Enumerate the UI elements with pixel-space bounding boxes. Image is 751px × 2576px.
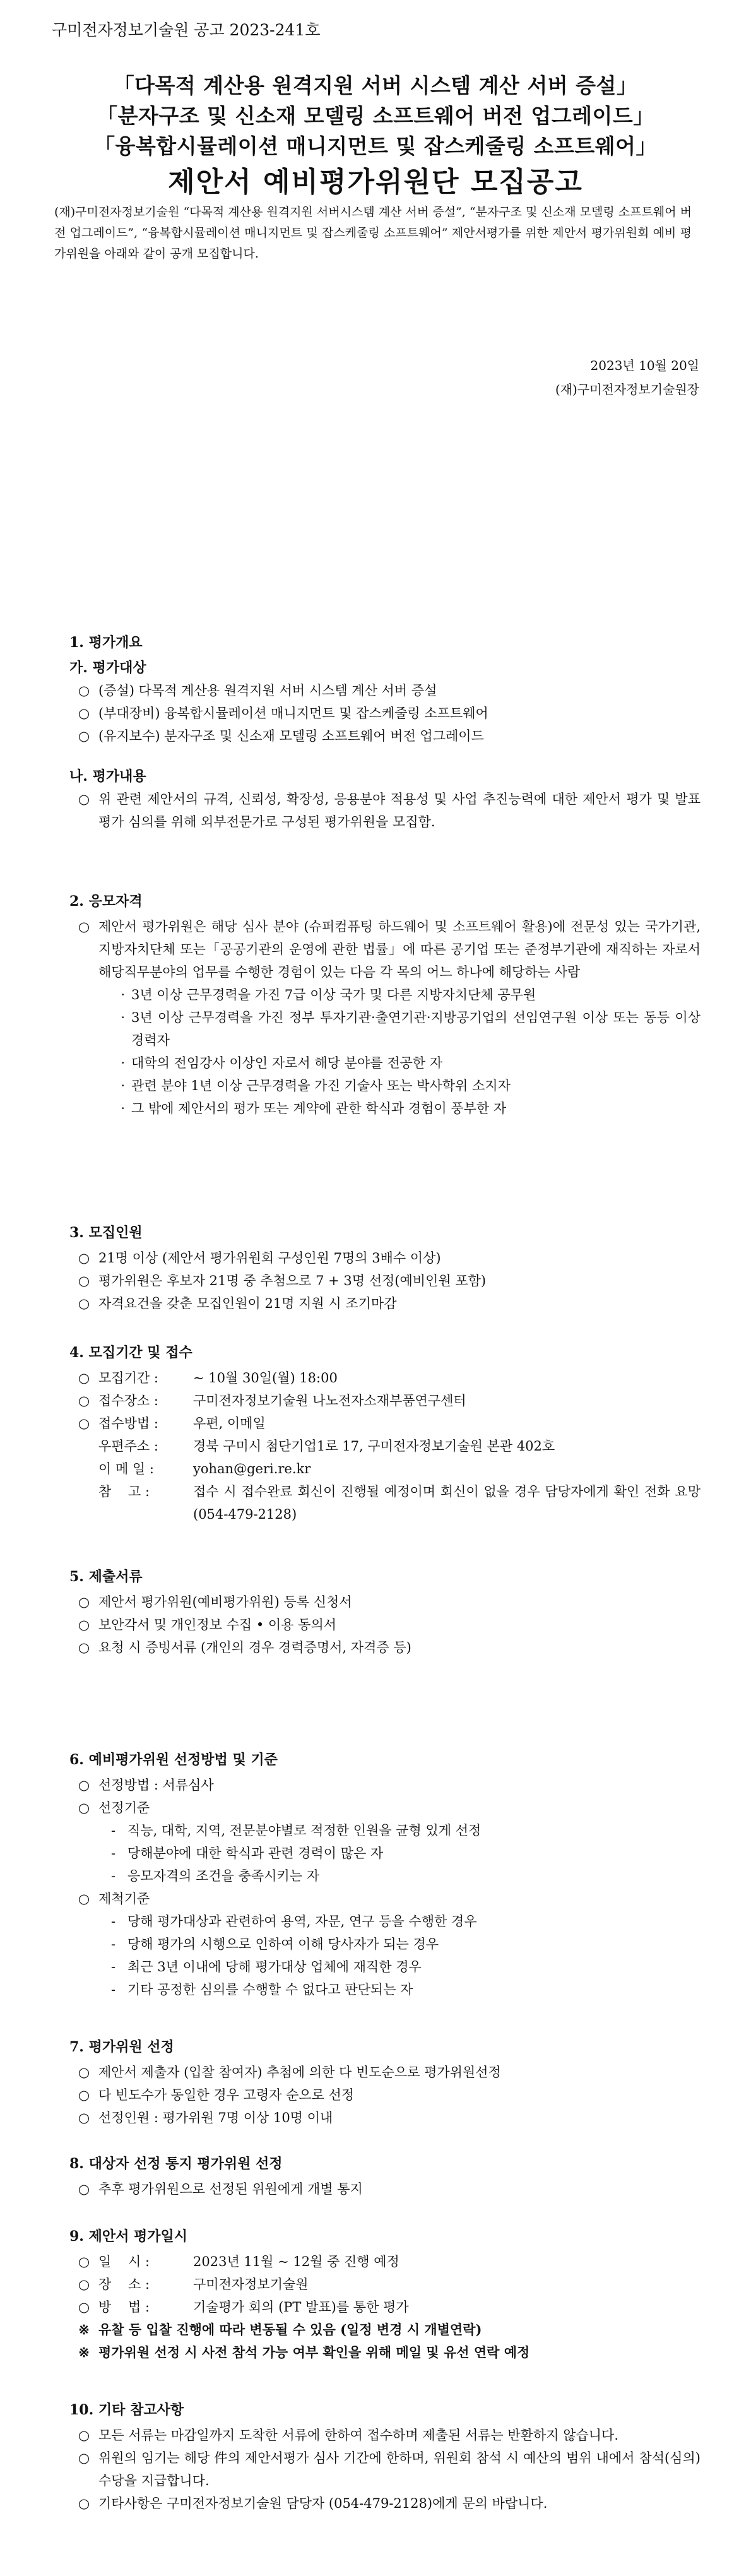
section-4 [69,1341,701,1526]
list-item: ○ 접수장소 : 구미전자정보기술원 나노전자소재부품연구센터 [78,1393,466,1408]
document-number: 구미전자정보기술원 공고 2023-241호 [52,21,321,39]
list-item: ○ 모집기간 : ~ 10월 30일(월) 18:00 [78,1370,338,1386]
list-item: ○ 자격요건을 갖춘 모집인원이 21명 지원 시 조기마감 [78,1296,397,1311]
main-title: 제안서 예비평가위원단 모집공고 [168,166,583,198]
sub-item: · 관련 분야 1년 이상 근무경력을 가진 기술사 또는 박사학위 소지자 [121,1078,511,1093]
list-item: ○ 다 빈도수가 동일한 경우 고령자 순으로 선정 [78,2087,355,2103]
sub-item: - 최근 3년 이내에 당해 평가대상 업체에 재직한 경우 [111,1959,422,1974]
section-7 [69,2036,701,2129]
sub-item: - 당해분야에 대한 학식과 관련 경력이 많은 자 [111,1846,384,1861]
sub-item: · 그 밖에 제안서의 평가 또는 계약에 관한 학식과 경험이 풍부한 자 [121,1101,507,1116]
list-item: ○ (증설) 다목적 계산용 원격지원 서버 시스템 계산 서버 증설 [78,683,437,698]
issuer: (재)구미전자정보기술원장 [555,382,699,397]
section-3 [69,1221,701,1315]
intro-paragraph: (재)구미전자정보기술원 “다목적 계산용 원격지원 서버시스템 계산 서버 증설”, “분자구조 및 신소재 모델링 소프트웨어 버전 업그레이드”, “융복합시뮬레이션 매니지먼트 및 잡스케줄링 소프트웨어” 제안서평가를 위한 제안서 평가위원회 예비 평가위원을 아래와 같이 공개 모집합니다. [54,205,692,261]
title-line-1: 「다목적 계산용 원격지원 서버 시스템 계산 서버 증설」 [113,73,638,98]
section-8 [69,2152,701,2200]
date-block [555,353,699,401]
list-item: 우편주소 : 경북 구미시 첨단기업1로 17, 구미전자정보기술원 본관 402호 [98,1439,555,1454]
list-item: ○ 제척기준 [78,1891,150,1906]
section-1a-title: 가. 평가대상 [69,660,146,676]
list-item: ○ 제안서 평가위원(예비평가위원) 등록 신청서 [78,1594,352,1610]
section-7-title: 7. 평가위원 선정 [69,2039,174,2055]
sub-item: - 기타 공정한 심의를 수행할 수 없다고 판단되는 자 [111,1982,413,1997]
section-2 [69,890,701,1120]
list-item: ○ (부대장비) 융복합시뮬레이션 매니지먼트 및 잡스케줄링 소프트웨어 [78,706,488,721]
list-item: ○ 제안서 제출자 (입찰 참여자) 추첨에 의한 다 빈도순으로 평가위원선정 [78,2065,501,2080]
sub-item: - 응모자격의 조건을 충족시키는 자 [111,1868,320,1884]
section-4-title: 4. 모집기간 및 접수 [69,1344,192,1361]
section-9-title: 9. 제안서 평가일시 [69,2228,188,2245]
section-6-title: 6. 예비평가위원 선정방법 및 기준 [69,1752,278,1768]
sub-item: - 직능, 대학, 지역, 전문분야별로 적정한 인원을 균형 있게 선정 [111,1823,482,1838]
section-10-title: 10. 기타 참고사항 [69,2402,184,2418]
sub-item: - 당해 평가대상과 관련하여 용역, 자문, 연구 등을 수행한 경우 [111,1914,477,1929]
section-6 [69,1748,701,2001]
list-item: ○ 기타사항은 구미전자정보기술원 담당자 (054-479-2128)에게 문의 바랍니다. [78,2496,548,2511]
list-item: 이 메 일 : yohan@geri.re.kr [69,1457,701,1480]
list-item: ○ 위 관련 제안서의 규격, 신뢰성, 확장성, 응용분야 적용성 및 사업 추진능력에 대한 제안서 평가 및 발표 평가 심의를 위해 외부전문가로 구성된 평가위원을 모집함. [78,792,701,829]
list-item: ○ 제안서 평가위원은 해당 심사 분야 (슈퍼컴퓨팅 하드웨어 및 소프트웨어 활용)에 전문성 있는 국가기관, 지방자치단체 또는「공공기관의 운영에 관한 법률」에 따른 공기업 또는 준정부기관에 재직하는 자로서 해당직무분야의 업무를 수행한 경험이 있는 다음 각 목의 어느 하나에 해당하는 사람 [78,919,701,980]
sub-item: · 3년 이상 근무경력을 가진 7급 이상 국가 및 다른 지방자치단체 공무원 [121,987,536,1002]
list-item: ○ 위원의 임기는 해당 件의 제안서평가 심사 기간에 한하며, 위원회 참석 시 예산의 범위 내에서 참석(심의) 수당을 지급합니다. [78,2450,701,2488]
sub-item: - 당해 평가의 시행으로 인하여 이해 당사자가 되는 경우 [111,1937,439,1952]
list-item: ○ 모든 서류는 마감일까지 도착한 서류에 한하여 접수하며 제출된 서류는 반환하지 않습니다. [78,2428,619,2443]
list-item: ○ 접수방법 : 우편, 이메일 [78,1416,266,1431]
sub-item: · 3년 이상 근무경력을 가진 정부 투자기관·출연기관·지방공기업의 선임연구원 이상 또는 동등 이상 경력자 [121,1010,701,1048]
title-block [0,71,751,202]
list-item: ○ 추후 평가위원으로 선정된 위원에게 개별 통지 [78,2181,363,2197]
sub-item: · 대학의 전임강사 이상인 자로서 해당 분야를 전공한 자 [121,1055,443,1071]
section-10 [69,2399,701,2515]
section-3-title: 3. 모집인원 [69,1225,143,1241]
note-item: ※ 평가위원 선정 시 사전 참석 가능 여부 확인을 위해 메일 및 유선 연락 예정 [78,2344,530,2360]
section-2-title: 2. 응모자격 [69,893,143,910]
section-1b-title: 나. 평가내용 [69,768,146,785]
section-1-title: 1. 평가개요 [69,634,143,651]
section-9 [69,2225,701,2364]
section-1 [69,631,701,833]
section-8-title: 8. 대상자 선정 통지 평가위원 선정 [69,2156,283,2172]
list-item: ○ 선정방법 : 서류심사 [78,1778,214,1793]
list-item: ○ 21명 이상 (제안서 평가위원회 구성인원 7명의 3배수 이상) [78,1250,441,1266]
list-item: ○ 평가위원은 후보자 21명 중 추첨으로 7 + 3명 선정(예비인원 포함) [78,1273,487,1288]
note-item: ※ 유찰 등 입찰 진행에 따라 변동될 수 있음 (일정 변경 시 개별연락) [78,2322,482,2337]
list-item: ○ (유지보수) 분자구조 및 신소재 모델링 소프트웨어 버전 업그레이드 [78,728,484,744]
title-line-2: 「분자구조 및 신소재 모델링 소프트웨어 버전 업그레이드」 [97,104,654,128]
list-item: ○ 보안각서 및 개인정보 수집 • 이용 동의서 [78,1617,337,1632]
list-item: ○ 방 법 : 기술평가 회의 (PT 발표)를 통한 평가 [78,2300,409,2315]
title-line-3: 「융복합시뮬레이션 매니지먼트 및 잡스케줄링 소프트웨어」 [93,134,658,158]
list-item: ○ 장 소 : 구미전자정보기술원 [78,2277,309,2292]
list-item: 참 고 : 접수 시 접수완료 회신이 진행될 예정이며 회신이 없을 경우 담당자에게 확인 전화 요망 (054-479-2128) [98,1484,701,1522]
list-item: ○ 요청 시 증빙서류 (개인의 경우 경력증명서, 자격증 등) [78,1640,411,1655]
email-address[interactable]: yohan@geri.re.kr [193,1461,311,1476]
section-5 [69,1565,701,1659]
notice-date: 2023년 10월 20일 [590,358,699,373]
list-item: ○ 일 시 : 2023년 11월 ~ 12월 중 진행 예정 [78,2254,399,2269]
list-item: ○ 선정기준 [78,1800,150,1815]
section-5-title: 5. 제출서류 [69,1569,143,1585]
list-item: ○ 선정인원 : 평가위원 7명 이상 10명 이내 [78,2110,333,2125]
